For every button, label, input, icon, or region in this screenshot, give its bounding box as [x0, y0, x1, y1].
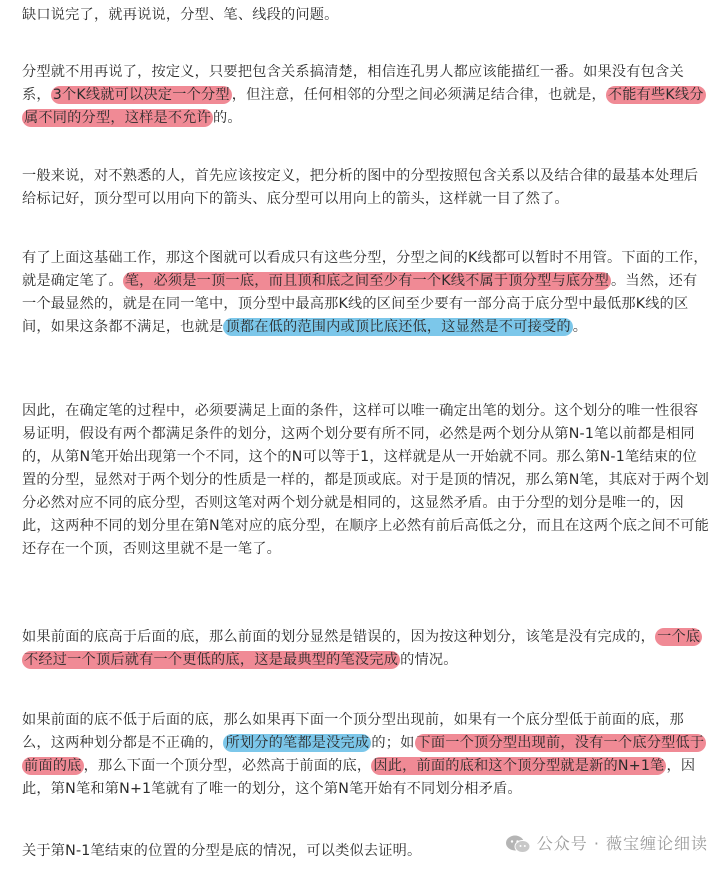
highlight-red: 下面一个顶分型出现前，没有一个底分型低于前面的底	[24, 735, 705, 774]
highlight-red: 不能有些K线分属不同的分型，这样是不允许	[24, 87, 704, 126]
text-segment: ，因此，第N笔和第N+1笔就有了唯一的划分，这个第N笔开始有不同划分相矛盾。	[22, 758, 696, 797]
wechat-official-account-icon	[505, 834, 531, 854]
highlight-red: 3个K线就可以决定一个分型	[52, 87, 230, 103]
text-segment: ，那么下面一个顶分型，必然高于前面的底，	[83, 758, 372, 774]
paragraph-4	[22, 247, 710, 339]
text-segment: 。	[572, 319, 588, 335]
text-segment: 的；如	[371, 735, 415, 751]
text-segment: 的情况。	[400, 652, 458, 668]
text-segment: 。当然，还有一个最显然的，就是在同一笔中，顶分型中最高那K线的区间至少要有一部分高于底分型中最低那K线的区间，如果这条都不满足，也就是	[22, 273, 698, 335]
text-segment: 一般来说，对不熟悉的人，首先应该按定义，把分析的图中的分型按照包含关系以及结合律的最基本处理后给标记好，顶分型可以用向下的箭头、底分型可以用向上的箭头，这样就一目了然了。	[22, 168, 699, 207]
text-segment: ，但注意，任何相邻的分型之间必须满足结合律，也就是，	[231, 87, 606, 103]
highlight-blue: 所划分的笔都是没完成	[225, 735, 370, 751]
highlight-red: 因此，前面的底和这个顶分型就是新的N+1笔	[373, 758, 665, 774]
paragraph-1	[22, 4, 710, 27]
text-segment: 如果前面的底高于后面的底，那么前面的划分显然是错误的，因为按这种划分，该笔是没有完成的，	[22, 629, 656, 645]
watermark	[505, 832, 708, 855]
highlight-red: 一个底不经过一个顶后就有一个更低的底，这是最典型的笔没完成	[24, 629, 701, 668]
paragraph-3	[22, 165, 710, 211]
text-segment: 关于第N-1笔结束的位置的分型是底的情况，可以类似去证明。	[22, 843, 422, 859]
text-segment: 因此，在确定笔的过程中，必须要满足上面的条件，这样可以唯一确定出笔的划分。这个划分的唯一性很容易证明，假设有两个都满足条件的划分，这两个划分要有所不同，必然是两个划分从第N-1笔以前都是相同的，从第N笔开始出现第一个不同，这个的N可以等于1，这样就是从一开始就不同。那么第N-1笔结束的位置的分型，显然对于两个划分的性质是一样的，都是顶或底。对于是顶的情况，那么第N笔，其底对于两个划分必然对应不同的底分型，否则这笔对两个划分就是相同的，这显然矛盾。由于分型的划分是唯一的，因此，这两种不同的划分里在第N笔对应的底分型，在顺序上必然有前后高低之分，而且在这两个底之间不可能还存在一个顶，否则这里就不是一笔了。	[22, 403, 710, 557]
highlight-blue: 顶都在低的范围内或顶比底还低，这显然是不可接受的	[225, 319, 571, 335]
watermark-text: 公众号 · 薇宝缠论细读	[536, 834, 708, 853]
paragraph-7	[22, 709, 710, 801]
text-segment: 缺口说完了，就再说说，分型、笔、线段的问题。	[22, 7, 339, 23]
paragraph-5	[22, 400, 710, 561]
paragraph-2	[22, 61, 710, 130]
paragraph-6	[22, 626, 710, 672]
text-segment: 的。	[213, 110, 242, 126]
text-segment: 分型就不用再说了，按定义，只要把包含关系搞清楚，相信连孔男人都应该能描红一番。如果没有包含关系，	[22, 64, 684, 103]
text-segment: 有了上面这基础工作，那这个图就可以看成只有这些分型，分型之间的K线都可以暂时不用管。下面的工作，就是确定笔了。	[22, 250, 708, 289]
highlight-red: 笔，必须是一顶一底，而且顶和底之间至少有一个K线不属于顶分型与底分型	[124, 273, 610, 289]
text-segment: 如果前面的底不低于后面的底，那么如果再下面一个顶分型出现前，如果有一个底分型低于前面的底，那么，这两种划分都是不正确的，	[22, 712, 684, 751]
